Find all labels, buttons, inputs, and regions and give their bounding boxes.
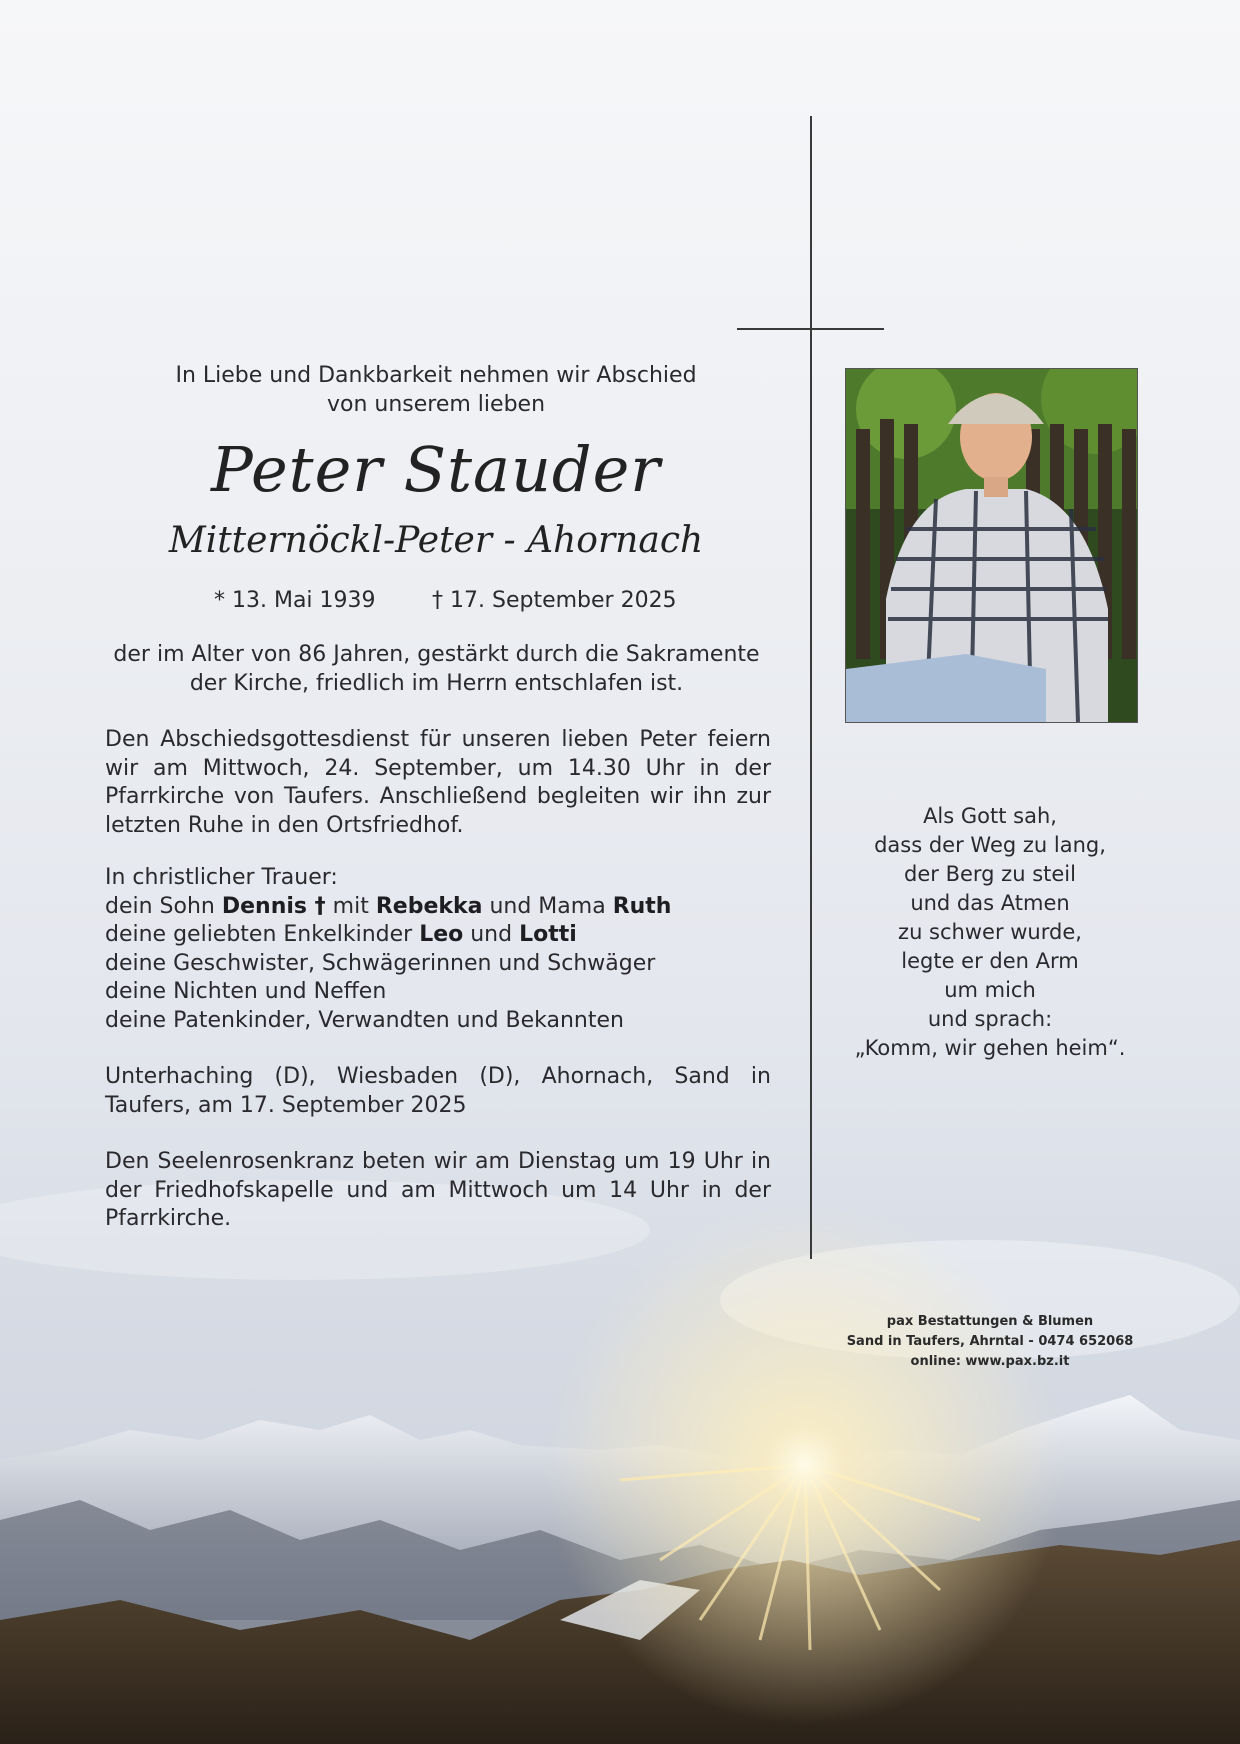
poem-line: und das Atmen (910, 891, 1070, 915)
mourner-grandchild-1: Leo (419, 922, 464, 947)
mourner-text: deine geliebten Enkelkinder (105, 922, 420, 947)
deceased-nickname: Mitternöckl-Peter - Ahornach (168, 520, 704, 561)
mourner-grandchildren-line (105, 921, 785, 950)
mourner-text: mit (325, 893, 376, 919)
mourners-list (105, 864, 785, 1035)
mourner-nieces-line: deine Nichten und Neffen (105, 979, 387, 1004)
death-date: † 17. September 2025 (432, 588, 677, 613)
poem (840, 802, 1140, 1063)
poem-line: um mich (944, 978, 1036, 1002)
rosary-paragraph: Den Seelenrosenkranz beten wir am Dienstag um 19 Uhr in der Friedhofskapelle und am Mittwoch um 14 Uhr in der Pfarrkirche. (105, 1149, 771, 1231)
age-text (105, 640, 768, 698)
cross-horizontal (737, 328, 884, 330)
poem-line: dass der Weg zu lang, (874, 833, 1106, 857)
mourner-partner-name: Rebekka (375, 893, 483, 919)
mourner-grandchild-2: Lotti (519, 922, 577, 947)
undertaker-info (830, 1312, 1150, 1372)
birth-date: * 13. Mai 1939 (214, 588, 376, 613)
mourner-godchildren-line: deine Patenkinder, Verwandten und Bekannten (105, 1007, 624, 1033)
mourner-text: und (463, 922, 520, 947)
age-line-1: der im Alter von 86 Jahren, gestärkt durch die Sakramente (113, 642, 760, 667)
service-paragraph: Den Abschiedsgottesdienst für unseren lieben Peter feiern wir am Mittwoch, 24. September, um 14.30 Uhr in der Pfarrkirche von Taufers. Anschließend begleiten wir ihn zur letzten Ruhe in den Ortsfriedhof. (105, 727, 771, 838)
poem-line: und sprach: (927, 1007, 1053, 1031)
intro-text (130, 361, 742, 419)
poem-line: zu schwer wurde, (898, 920, 1082, 944)
undertaker-website: online: www.pax.bz.it (910, 1354, 1070, 1369)
cross-vertical (810, 116, 812, 1259)
mourner-text: und Mama (482, 893, 613, 919)
poem-line: Als Gott sah, (923, 804, 1057, 828)
mourner-son-name: Dennis † (221, 893, 326, 919)
mourner-text: dein Sohn (105, 893, 222, 919)
undertaker-address: Sand in Taufers, Ahrntal - 0474 652068 (846, 1334, 1134, 1349)
poem-line: der Berg zu steil (904, 862, 1076, 886)
age-line-2: der Kirche, friedlich im Herrn entschlafen ist. (189, 671, 684, 696)
undertaker-name: pax Bestattungen & Blumen (886, 1314, 1094, 1329)
portrait-photo (845, 368, 1138, 723)
intro-line-2: von unserem lieben (326, 392, 546, 417)
poem-line: „Komm, wir gehen heim“. (854, 1036, 1126, 1060)
mourners-heading: In christlicher Trauer: (105, 865, 338, 890)
deceased-name: Peter Stauder (211, 433, 661, 506)
place-date-paragraph: Unterhaching (D), Wiesbaden (D), Ahornach, Sand in Taufers, am 17. September 2025 (105, 1064, 771, 1118)
intro-line-1: In Liebe und Dankbarkeit nehmen wir Abschied (175, 363, 697, 388)
mourner-siblings-line: deine Geschwister, Schwägerinnen und Schwäger (105, 950, 656, 976)
mourner-mother-name: Ruth (612, 893, 672, 919)
poem-line: legte er den Arm (901, 949, 1079, 973)
mourner-son-line (105, 893, 785, 922)
